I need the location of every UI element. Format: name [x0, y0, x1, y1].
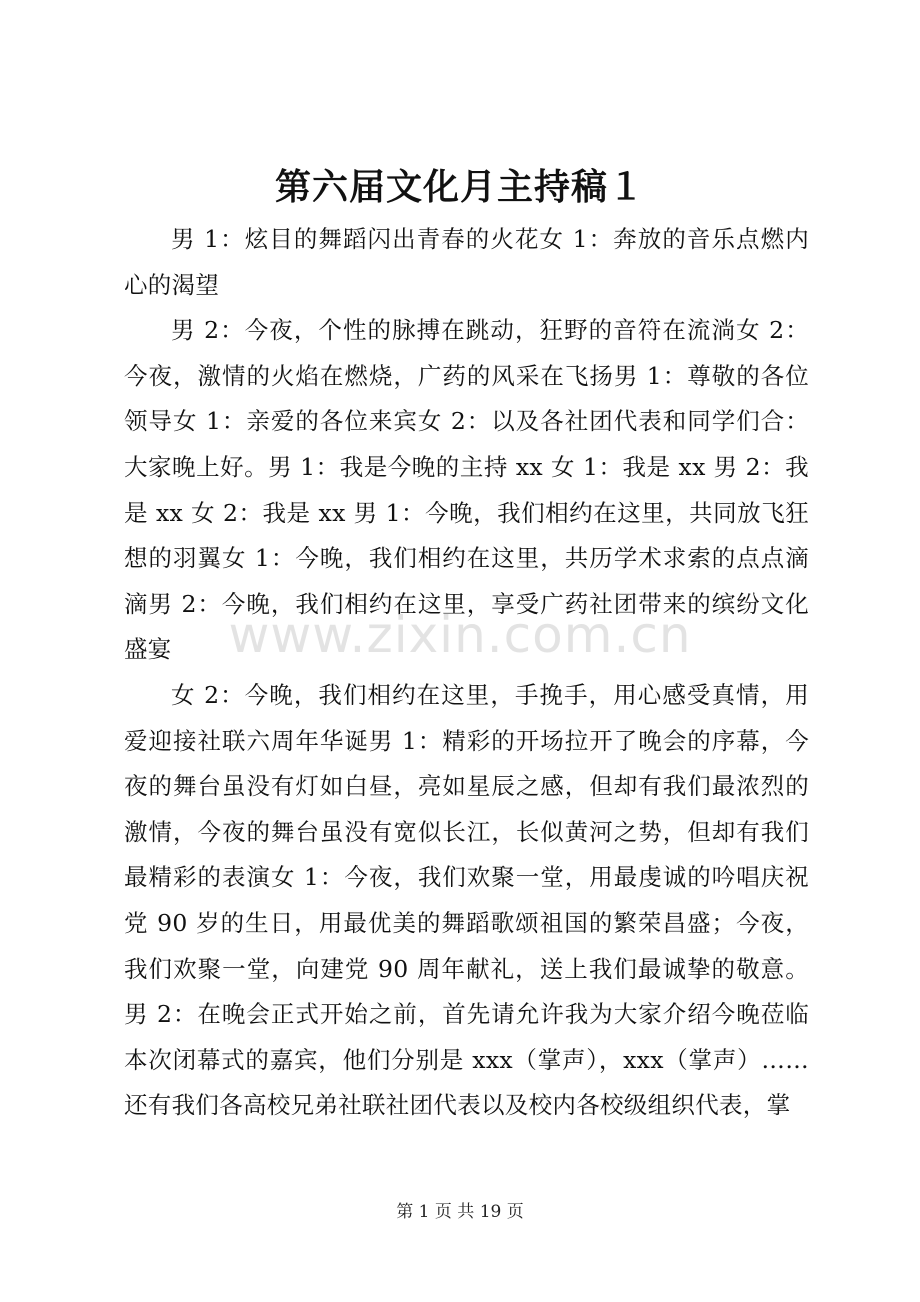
paragraph: 男 1：炫目的舞蹈闪出青春的火花女 1：奔放的音乐点燃内心的渴望 — [124, 225, 809, 299]
page-number: 第 1 页 共 19 页 — [396, 1202, 524, 1222]
document-body — [124, 217, 809, 1129]
paragraph: 男 2：今夜，个性的脉搏在跳动，狂野的音符在流淌女 2：今夜，激情的火焰在燃烧，广药的风采在飞扬男 1：尊敬的各位领导女 1：亲爱的各位来宾女 2：以及各社团代表和同学们合：大家晚上好。男 1：我是今晚的主持 xx 女 1：我是 xx 男 2：我是 xx 女 2：我是 xx 男 1：今晚，我们相约在这里，共同放飞狂想的羽翼女 1：今晚，我们相约在这里，共历学术求索的点点滴滴男 2：今晚，我们相约在这里，享受广药社团带来的缤纷文化盛宴 — [124, 316, 809, 664]
paragraph: 女 2：今晚，我们相约在这里，手挽手，用心感受真情，用爱迎接社联六周年华诞男 1：精彩的开场拉开了晚会的序幕，今夜的舞台虽没有灯如白昼，亮如星辰之感，但却有我们最浓烈的激情，今夜的舞台虽没有宽似长江，长似黄河之势，但却有我们最精彩的表演女 1：今夜，我们欢聚一堂，用最虔诚的吟唱庆祝党 90 岁的生日，用最优美的舞蹈歌颂祖国的繁荣昌盛；今夜，我们欢聚一堂，向建党 90 周年献礼，送上我们最诚挚的敬意。男 2：在晚会正式开始之前，首先请允许我为大家介绍今晚莅临本次闭幕式的嘉宾，他们分别是 xxx（掌声），xxx（掌声）……还有我们各高校兄弟社联社团代表以及校内各校级组织代表，掌 — [124, 680, 809, 1120]
watermark: www.zixin.com.cn — [228, 606, 692, 664]
document-title: 第六届文化月主持稿１ — [274, 166, 645, 208]
